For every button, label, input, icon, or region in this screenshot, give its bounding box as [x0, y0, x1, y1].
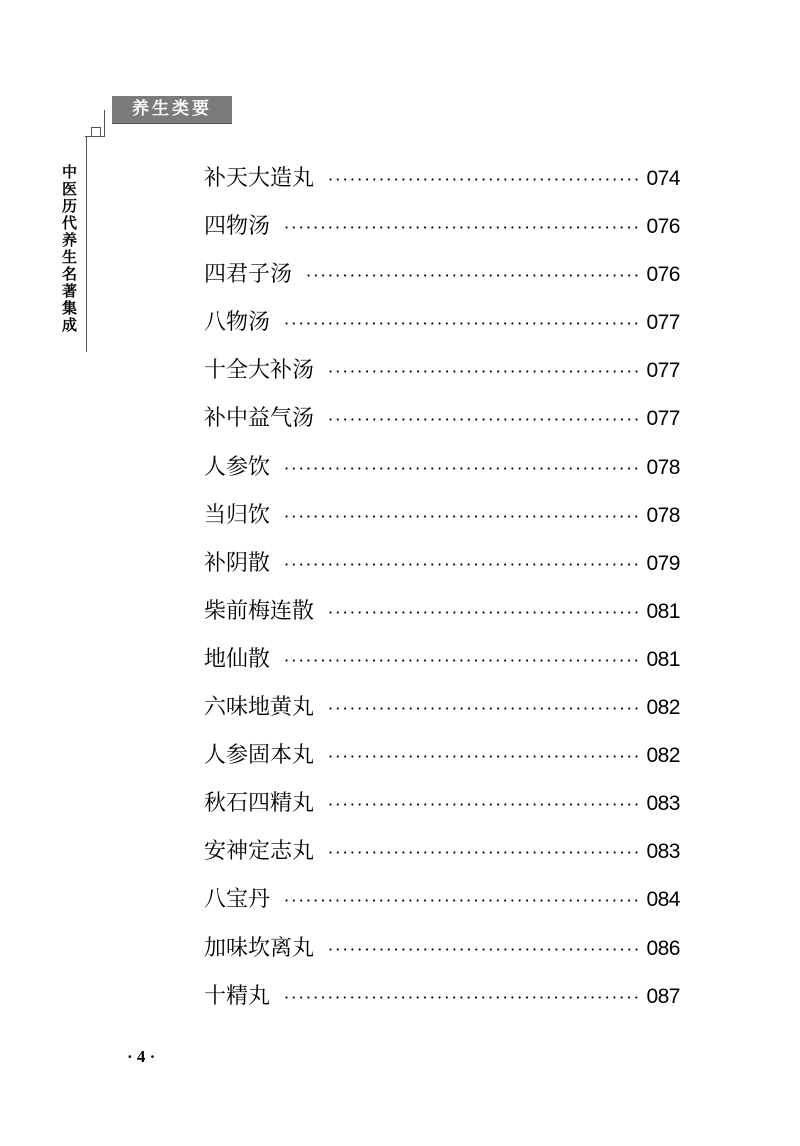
toc-entry-page: 081 [646, 647, 680, 671]
series-title: 中医历代养生名著集成 [60, 164, 78, 334]
toc-entry-title: 人参饮 [204, 454, 271, 480]
dot-leader [284, 541, 638, 589]
dot-leader [328, 685, 638, 733]
dot-leader [284, 300, 638, 348]
toc-entry[interactable] [204, 251, 680, 299]
toc-entry-page: 074 [646, 167, 680, 190]
header-rule [112, 123, 232, 124]
toc-entry-page: 078 [646, 455, 680, 479]
toc-entry-title: 八物汤 [204, 310, 271, 336]
toc-entry-title: 地仙散 [204, 646, 271, 672]
toc-entry[interactable] [204, 973, 680, 1021]
toc-entry-page: 076 [646, 263, 680, 287]
section-tag: 养生类要 [112, 96, 232, 123]
toc-entry-page: 083 [646, 840, 680, 864]
toc-entry-title: 人参固本丸 [204, 743, 315, 769]
toc-entry-page: 087 [646, 984, 680, 1008]
frame-horizontal-line [85, 136, 105, 137]
frame-vertical-line [104, 110, 105, 136]
toc-entry-page: 078 [646, 503, 680, 527]
toc-entry[interactable] [204, 444, 680, 492]
dot-leader [328, 348, 638, 396]
toc-entry[interactable] [204, 347, 680, 395]
table-of-contents [204, 155, 680, 1021]
toc-entry-page: 077 [646, 407, 680, 431]
toc-entry[interactable] [204, 540, 680, 588]
dot-leader [328, 589, 638, 637]
toc-entry-page: 083 [646, 792, 680, 816]
toc-entry-page: 084 [646, 888, 680, 912]
toc-entry[interactable] [204, 492, 680, 540]
dot-leader [284, 974, 638, 1022]
toc-entry-title: 八宝丹 [204, 887, 271, 913]
dot-leader [284, 493, 638, 541]
dot-leader [328, 156, 638, 204]
dot-leader [328, 781, 638, 829]
dot-leader [328, 733, 638, 781]
dot-leader [284, 204, 638, 252]
toc-entry-page: 077 [646, 359, 680, 383]
dot-leader [284, 445, 638, 493]
toc-entry-title: 柴前梅连散 [204, 598, 315, 624]
dot-leader [328, 396, 638, 444]
toc-entry-page: 082 [646, 696, 680, 720]
toc-entry[interactable] [204, 876, 680, 924]
dot-leader [284, 877, 638, 925]
toc-entry-title: 六味地黄丸 [204, 695, 315, 721]
toc-entry-title: 十精丸 [204, 983, 271, 1009]
toc-entry-title: 秋石四精丸 [204, 791, 315, 817]
toc-entry[interactable] [204, 732, 680, 780]
dot-leader [306, 252, 638, 300]
dot-leader [328, 829, 638, 877]
toc-entry-title: 补阴散 [204, 550, 271, 576]
dot-leader [328, 926, 638, 974]
toc-entry-page: 079 [646, 551, 680, 575]
sidebar-rule [86, 136, 87, 352]
toc-entry-page: 076 [646, 215, 680, 239]
toc-entry[interactable] [204, 299, 680, 347]
toc-entry-page: 086 [646, 936, 680, 960]
toc-entry[interactable] [204, 636, 680, 684]
toc-entry[interactable] [204, 828, 680, 876]
toc-entry[interactable] [204, 780, 680, 828]
toc-entry-title: 补天大造丸 [204, 166, 315, 191]
toc-entry-title: 当归饮 [204, 502, 271, 528]
toc-entry-title: 四物汤 [204, 214, 271, 240]
toc-entry[interactable] [204, 588, 680, 636]
toc-entry-page: 082 [646, 744, 680, 768]
toc-entry[interactable] [204, 203, 680, 251]
toc-entry[interactable] [204, 925, 680, 973]
toc-entry[interactable] [204, 684, 680, 732]
toc-entry-title: 安神定志丸 [204, 839, 315, 865]
toc-entry-title: 四君子汤 [204, 262, 293, 288]
toc-entry[interactable] [204, 395, 680, 443]
toc-entry-title: 加味坎离丸 [204, 935, 315, 961]
toc-entry-page: 081 [646, 599, 680, 623]
dot-leader [284, 637, 638, 685]
page-number: · 4 · [127, 1047, 156, 1066]
toc-entry[interactable] [204, 155, 680, 203]
toc-entry-page: 077 [646, 311, 680, 335]
toc-entry-title: 十全大补汤 [204, 358, 315, 384]
toc-entry-title: 补中益气汤 [204, 406, 315, 432]
